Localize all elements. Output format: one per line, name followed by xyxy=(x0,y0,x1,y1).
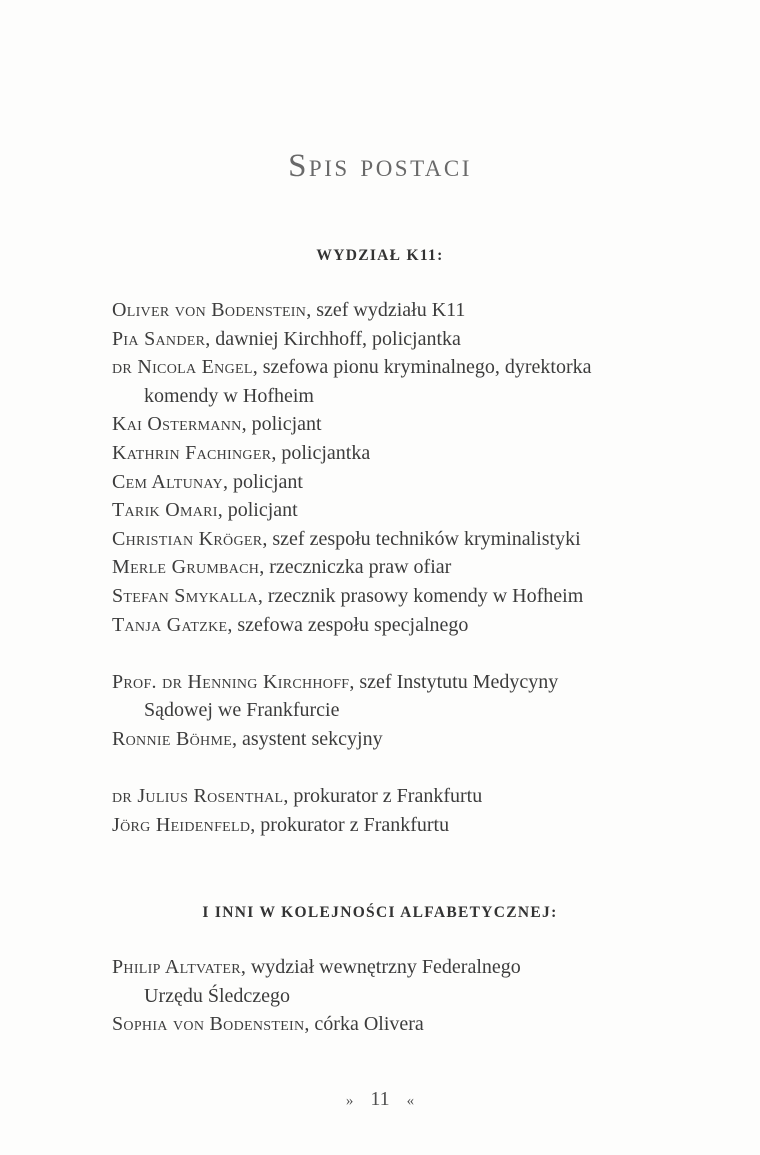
character-name: Sophia von Bodenstein xyxy=(112,1013,305,1036)
character-entry xyxy=(112,953,648,1010)
character-desc: , prokurator z Frankfurtu xyxy=(283,785,483,808)
character-name: Philip Altvater xyxy=(112,956,241,979)
character-desc: , szef wydziału K11 xyxy=(306,299,466,321)
character-name: Oliver von Bodenstein xyxy=(112,299,307,321)
character-name: Stefan Smykalla xyxy=(112,584,258,607)
character-entry xyxy=(112,668,648,725)
character-name: Cem Altunay xyxy=(112,470,223,493)
character-desc: , policjant xyxy=(222,470,303,493)
footer-right-guillemet: « xyxy=(406,1093,415,1109)
page-title: Spis postaci xyxy=(288,148,472,184)
character-group xyxy=(112,782,648,839)
character-name: Kai Ostermann xyxy=(112,413,242,436)
character-name: Ronnie Böhme xyxy=(112,727,233,750)
page-footer xyxy=(0,1088,760,1111)
page-content xyxy=(112,146,648,1039)
character-name: Christian Kröger xyxy=(112,527,263,550)
character-entry xyxy=(112,782,648,811)
character-name: Kathrin Fachinger xyxy=(112,441,272,464)
character-entry xyxy=(112,582,648,611)
character-desc: , szefowa zespołu specjalnego xyxy=(227,613,469,636)
character-desc-continuation: komendy w Hofheim xyxy=(144,384,314,407)
footer-left-guillemet: » xyxy=(345,1093,354,1109)
character-name: Merle Grumbach xyxy=(112,556,260,579)
character-entry xyxy=(112,468,648,497)
character-name: Jörg Heidenfeld xyxy=(112,813,251,836)
character-desc: , asystent sekcyjny xyxy=(232,727,383,750)
character-entry xyxy=(112,725,648,754)
character-name: Tarik Omari xyxy=(112,499,218,522)
section-heading-wydzial-k11: WYDZIAŁ K11: xyxy=(316,247,444,264)
character-entry xyxy=(112,496,648,525)
character-desc: , rzecznik prasowy komendy w Hofheim xyxy=(257,584,584,607)
character-name: Tanja Gatzke xyxy=(112,613,228,636)
character-desc: , policjantka xyxy=(271,441,371,464)
character-desc: , córka Olivera xyxy=(304,1013,424,1036)
character-name: Pia Sander xyxy=(112,327,206,350)
character-entry xyxy=(112,410,648,439)
character-entry xyxy=(112,811,648,840)
character-list-inni xyxy=(112,953,648,1039)
character-entry xyxy=(112,525,648,554)
character-group xyxy=(112,953,648,1039)
character-desc: , szef Instytutu Medycyny xyxy=(349,670,559,693)
character-entry xyxy=(112,325,648,354)
page-number: 11 xyxy=(370,1088,390,1110)
character-list-wydzial-k11 xyxy=(112,296,648,839)
character-entry xyxy=(112,439,648,468)
character-group xyxy=(112,668,648,754)
character-entry xyxy=(112,611,648,640)
character-entry xyxy=(112,1010,648,1039)
character-desc: , wydział wewnętrzny Federalnego xyxy=(240,956,521,979)
character-entry xyxy=(112,353,648,410)
character-entry xyxy=(112,553,648,582)
character-desc: , szef zespołu techników kryminalistyki xyxy=(262,527,581,550)
character-desc: , policjant xyxy=(217,499,298,522)
character-desc: , rzeczniczka praw ofiar xyxy=(259,556,452,579)
character-desc: , dawniej Kirchhoff, policjantka xyxy=(205,327,461,350)
character-name: Prof. dr Henning Kirchhoff xyxy=(112,670,350,693)
character-group xyxy=(112,296,648,639)
character-entry xyxy=(112,296,648,325)
character-desc: , policjant xyxy=(241,413,322,436)
character-desc: , prokurator z Frankfurtu xyxy=(250,813,450,836)
section-heading-inni-alfabetycznie: I INNI W KOLEJNOŚCI ALFABETYCZNEJ: xyxy=(202,904,558,922)
character-desc-continuation: Sądowej we Frankfurcie xyxy=(144,699,340,722)
character-desc: , szefowa pionu kryminalnego, dyrektorka xyxy=(252,356,592,379)
character-desc-continuation: Urzędu Śledczego xyxy=(144,984,291,1007)
character-name: dr Julius Rosenthal xyxy=(112,785,284,808)
character-name: dr Nicola Engel xyxy=(112,356,253,379)
